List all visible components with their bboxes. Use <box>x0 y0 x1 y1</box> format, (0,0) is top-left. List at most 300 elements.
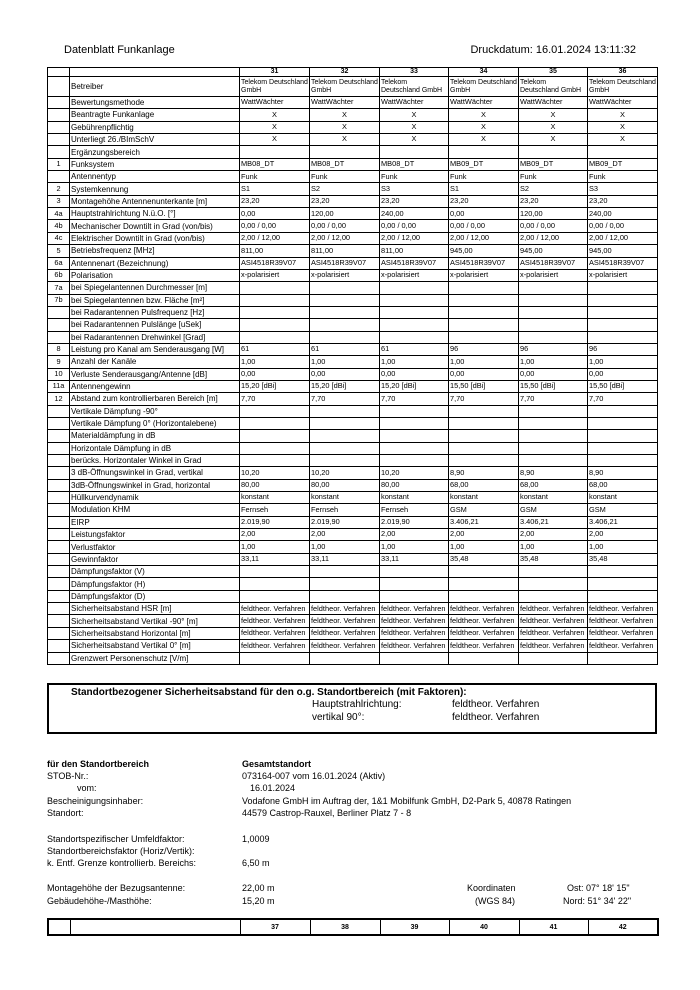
table-row <box>48 430 658 442</box>
row-label: Betreiber <box>70 77 240 97</box>
cell-value <box>310 405 380 417</box>
cell-value <box>519 430 588 442</box>
cell-value: Funk <box>519 171 588 183</box>
cell-value <box>240 590 310 602</box>
cell-value <box>449 590 519 602</box>
cell-value: 61 <box>240 343 310 355</box>
cell-value <box>380 417 449 429</box>
antenna-height-label: Montagehöhe der Bezugsantenne: <box>47 883 186 893</box>
cell-value: 96 <box>519 343 588 355</box>
site-safety-distance-box <box>47 683 657 734</box>
cell-value: feldtheor. Verfahren <box>588 627 658 639</box>
row-number <box>48 331 70 343</box>
cell-value: Telekom Deutschland GmbH <box>519 77 588 97</box>
cell-value: Funk <box>240 171 310 183</box>
cell-value <box>588 442 658 454</box>
row-label: Elektrischer Downtilt in Grad (von/bis) <box>70 232 240 244</box>
cell-value: 23,20 <box>588 195 658 207</box>
cell-value: ASI4518R39V07 <box>380 257 449 269</box>
column-number: 33 <box>380 68 449 77</box>
building-height-value: 15,20 m <box>242 896 275 906</box>
cell-value: 2,00 / 12,00 <box>310 232 380 244</box>
footer-num-cell <box>48 919 70 935</box>
cell-value: X <box>519 109 588 121</box>
holder-label: Bescheinigungsinhaber: <box>47 796 144 806</box>
cell-value: 0,00 <box>380 368 449 380</box>
cell-value: 0,00 / 0,00 <box>240 220 310 232</box>
stob-label: STOB-Nr.: <box>47 771 89 781</box>
row-label: Vertikale Dämpfung 0° (Horizontalebene) <box>70 417 240 429</box>
cell-value <box>449 282 519 294</box>
row-label: Materialdämpfung in dB <box>70 430 240 442</box>
table-row <box>48 553 658 565</box>
vom-label: vom: <box>77 783 97 793</box>
cell-value <box>240 430 310 442</box>
cell-value <box>449 331 519 343</box>
cell-value: 23,20 <box>310 195 380 207</box>
cell-value: 8,90 <box>519 467 588 479</box>
cell-value: ASI4518R39V07 <box>588 257 658 269</box>
cell-value <box>449 294 519 306</box>
hsr-label: Hauptstrahlrichtung: <box>312 699 402 710</box>
row-number <box>48 492 70 504</box>
cell-value <box>310 146 380 158</box>
cell-value: 15,50 [dBi] <box>588 380 658 392</box>
row-label: Bewertungsmethode <box>70 97 240 109</box>
cell-value: 15,20 [dBi] <box>240 380 310 392</box>
cell-value: ASI4518R39V07 <box>519 257 588 269</box>
cell-value: 0,00 / 0,00 <box>449 220 519 232</box>
cell-value <box>240 566 310 578</box>
row-number: 4a <box>48 208 70 220</box>
cell-value: 0,00 / 0,00 <box>588 220 658 232</box>
cell-value <box>380 331 449 343</box>
row-label: Sicherheitsabstand Vertikal 0° [m] <box>70 640 240 652</box>
table-row <box>48 578 658 590</box>
cell-value: 1,00 <box>519 356 588 368</box>
cell-value: X <box>519 121 588 133</box>
cell-value <box>588 578 658 590</box>
cell-value: 2,00 <box>380 529 449 541</box>
row-label: Betriebsfrequenz [MHz] <box>70 245 240 257</box>
row-label: Antennentyp <box>70 171 240 183</box>
cell-value <box>240 652 310 664</box>
cell-value: 1,00 <box>449 541 519 553</box>
row-label: Dämpfungsfaktor (D) <box>70 590 240 602</box>
cell-value: 15,50 [dBi] <box>449 380 519 392</box>
cell-value <box>240 294 310 306</box>
table-row <box>48 208 658 220</box>
cell-value <box>380 319 449 331</box>
row-number <box>48 405 70 417</box>
cell-value: x-polarisiert <box>240 269 310 281</box>
row-number <box>48 146 70 158</box>
cell-value <box>519 578 588 590</box>
cell-value: ASI4518R39V07 <box>310 257 380 269</box>
row-number: 9 <box>48 356 70 368</box>
row-number <box>48 455 70 467</box>
row-number <box>48 529 70 541</box>
cell-value: X <box>380 134 449 146</box>
site-area-header: für den Standortbereich <box>47 759 150 769</box>
row-label: Sicherheitsabstand Vertikal -90° [m] <box>70 615 240 627</box>
cell-value <box>310 566 380 578</box>
cell-value <box>588 306 658 318</box>
table-row <box>48 417 658 429</box>
cell-value <box>380 442 449 454</box>
row-label: Verluste Senderausgang/Antenne [dB] <box>70 368 240 380</box>
table-row <box>48 331 658 343</box>
row-label: bei Radarantennen Pulsfrequenz [Hz] <box>70 306 240 318</box>
cell-value <box>588 430 658 442</box>
wgs-label: (WGS 84) <box>475 896 516 906</box>
cell-value <box>240 405 310 417</box>
table-row <box>48 566 658 578</box>
row-number <box>48 442 70 454</box>
cell-value: feldtheor. Verfahren <box>588 640 658 652</box>
cell-value: 61 <box>380 343 449 355</box>
cell-value: 120,00 <box>310 208 380 220</box>
cell-value: MB08_DT <box>380 158 449 170</box>
cell-value: Telekom Deutschland GmbH <box>310 77 380 97</box>
cell-value <box>380 146 449 158</box>
cell-value <box>588 652 658 664</box>
cell-value: 2,00 <box>588 529 658 541</box>
row-label: Sicherheitsabstand HSR [m] <box>70 603 240 615</box>
cell-value <box>588 319 658 331</box>
cell-value: feldtheor. Verfahren <box>449 615 519 627</box>
row-label: Anzahl der Kanäle <box>70 356 240 368</box>
cell-value: 2,00 / 12,00 <box>519 232 588 244</box>
cell-value: x-polarisiert <box>449 269 519 281</box>
cell-value: 33,11 <box>240 553 310 565</box>
cell-value <box>449 405 519 417</box>
row-number <box>48 77 70 97</box>
cell-value: 7,70 <box>310 393 380 405</box>
cell-value: ASI4518R39V07 <box>449 257 519 269</box>
cell-value: Fernseh <box>310 504 380 516</box>
table-row <box>48 640 658 652</box>
cell-value: Telekom Deutschland GmbH <box>380 77 449 97</box>
cell-value: feldtheor. Verfahren <box>519 627 588 639</box>
row-label: Gewinnfaktor <box>70 553 240 565</box>
row-number <box>48 479 70 491</box>
cell-value <box>519 319 588 331</box>
cell-value: 10,20 <box>240 467 310 479</box>
row-label: Modulation KHM <box>70 504 240 516</box>
cell-value: 1,00 <box>310 356 380 368</box>
cell-value <box>310 282 380 294</box>
cell-value: Fernseh <box>380 504 449 516</box>
cell-value: x-polarisiert <box>588 269 658 281</box>
east-coordinate: Ost: 07° 18' 15" <box>567 883 630 893</box>
row-label: bei Radarantennen Pulslänge [uSek] <box>70 319 240 331</box>
row-number <box>48 615 70 627</box>
cell-value: konstant <box>240 492 310 504</box>
footer-label-cell <box>70 919 240 935</box>
cell-value: feldtheor. Verfahren <box>380 627 449 639</box>
row-label: Ergänzungsbereich <box>70 146 240 158</box>
cell-value: konstant <box>380 492 449 504</box>
cell-value <box>380 282 449 294</box>
cell-value: Telekom Deutschland GmbH <box>240 77 310 97</box>
cell-value: GSM <box>449 504 519 516</box>
cell-value <box>380 652 449 664</box>
table-row <box>48 134 658 146</box>
table-row <box>48 319 658 331</box>
row-number <box>48 640 70 652</box>
cell-value <box>380 294 449 306</box>
cell-value: X <box>449 121 519 133</box>
cell-value: 35,48 <box>519 553 588 565</box>
cell-value <box>380 306 449 318</box>
column-number: 36 <box>588 68 658 77</box>
cell-value <box>240 455 310 467</box>
row-number: 3 <box>48 195 70 207</box>
cell-value: 1,00 <box>240 356 310 368</box>
boundary-distance-value: 6,50 m <box>242 858 270 868</box>
cell-value: S3 <box>588 183 658 195</box>
row-number: 6a <box>48 257 70 269</box>
cell-value: 33,11 <box>380 553 449 565</box>
cell-value <box>310 590 380 602</box>
vertical-value: feldtheor. Verfahren <box>452 712 540 723</box>
cell-value: MB08_DT <box>240 158 310 170</box>
row-label: Vertikale Dämpfung -90° <box>70 405 240 417</box>
row-label: Polarisation <box>70 269 240 281</box>
cell-value: GSM <box>519 504 588 516</box>
cell-value: feldtheor. Verfahren <box>380 640 449 652</box>
cell-value: S2 <box>310 183 380 195</box>
table-row <box>48 603 658 615</box>
row-label: bei Spiegelantennen Durchmesser [m] <box>70 282 240 294</box>
cell-value: 0,00 <box>310 368 380 380</box>
cell-value: 0,00 / 0,00 <box>380 220 449 232</box>
cell-value: 0,00 <box>449 368 519 380</box>
print-date: Druckdatum: 16.01.2024 13:11:32 <box>470 44 636 56</box>
footer-column-number: 40 <box>449 919 519 935</box>
cell-value <box>240 146 310 158</box>
row-number <box>48 652 70 664</box>
cell-value <box>310 578 380 590</box>
cell-value: 96 <box>449 343 519 355</box>
cell-value <box>519 417 588 429</box>
cell-value: 811,00 <box>240 245 310 257</box>
cell-value: 10,20 <box>310 467 380 479</box>
cell-value: 2,00 / 12,00 <box>380 232 449 244</box>
cell-value: X <box>240 121 310 133</box>
cell-value: X <box>449 109 519 121</box>
cell-value <box>310 417 380 429</box>
cell-value <box>519 405 588 417</box>
cell-value: 1,00 <box>240 541 310 553</box>
cell-value: konstant <box>519 492 588 504</box>
footer-column-table <box>47 918 659 936</box>
cell-value: 2.019,90 <box>310 516 380 528</box>
table-row <box>48 77 658 97</box>
cell-value: feldtheor. Verfahren <box>240 640 310 652</box>
row-label: 3dB-Öffnungswinkel in Grad, horizontal <box>70 479 240 491</box>
cell-value: 120,00 <box>519 208 588 220</box>
table-row <box>48 393 658 405</box>
cell-value: 7,70 <box>380 393 449 405</box>
table-row <box>48 171 658 183</box>
cell-value <box>380 430 449 442</box>
row-label: Hauptstrahlrichtung N.ü.O. [°] <box>70 208 240 220</box>
cell-value <box>380 578 449 590</box>
row-number: 4b <box>48 220 70 232</box>
cell-value <box>240 331 310 343</box>
table-row <box>48 306 658 318</box>
cell-value: 68,00 <box>449 479 519 491</box>
cell-value: feldtheor. Verfahren <box>310 603 380 615</box>
cell-value: 68,00 <box>519 479 588 491</box>
cell-value <box>519 306 588 318</box>
cell-value <box>240 578 310 590</box>
boundary-distance-label: k. Entf. Grenze kontrollierb. Bereichs: <box>47 858 197 868</box>
table-row <box>48 541 658 553</box>
row-number <box>48 417 70 429</box>
cell-value: feldtheor. Verfahren <box>588 615 658 627</box>
table-row <box>48 195 658 207</box>
cell-value: feldtheor. Verfahren <box>449 640 519 652</box>
cell-value <box>380 405 449 417</box>
cell-value: X <box>588 134 658 146</box>
cell-value <box>519 294 588 306</box>
cell-value <box>449 442 519 454</box>
box-title: Standortbezogener Sicherheitsabstand für den o.g. Standortbereich (mit Faktoren): <box>71 687 467 698</box>
cell-value: GSM <box>588 504 658 516</box>
cell-value: feldtheor. Verfahren <box>310 627 380 639</box>
column-number: 34 <box>449 68 519 77</box>
row-number <box>48 430 70 442</box>
cell-value: 2,00 / 12,00 <box>449 232 519 244</box>
cell-value: S2 <box>519 183 588 195</box>
row-number: 2 <box>48 183 70 195</box>
row-number <box>48 171 70 183</box>
table-row <box>48 492 658 504</box>
cell-value: 2,00 / 12,00 <box>240 232 310 244</box>
hsr-value: feldtheor. Verfahren <box>452 699 540 710</box>
cell-value: 7,70 <box>449 393 519 405</box>
cell-value: X <box>519 134 588 146</box>
cell-value: WattWächter <box>519 97 588 109</box>
cell-value: 240,00 <box>380 208 449 220</box>
site-label: Standort: <box>47 808 84 818</box>
cell-value: 811,00 <box>380 245 449 257</box>
table-row <box>48 232 658 244</box>
cell-value: 23,20 <box>380 195 449 207</box>
footer-column-number: 38 <box>310 919 380 935</box>
cell-value: MB08_DT <box>310 158 380 170</box>
cell-value <box>310 294 380 306</box>
cell-value: 35,48 <box>588 553 658 565</box>
cell-value: X <box>310 134 380 146</box>
cell-value: feldtheor. Verfahren <box>519 615 588 627</box>
row-label: Grenzwert Personenschutz [V/m] <box>70 652 240 664</box>
cell-value <box>519 566 588 578</box>
cell-value: konstant <box>310 492 380 504</box>
cell-value: 240,00 <box>588 208 658 220</box>
column-number: 35 <box>519 68 588 77</box>
cell-value: 80,00 <box>310 479 380 491</box>
row-number <box>48 553 70 565</box>
cell-value: 80,00 <box>240 479 310 491</box>
cell-value <box>310 306 380 318</box>
cell-value <box>449 319 519 331</box>
header-num-cell <box>48 68 70 77</box>
cell-value <box>519 455 588 467</box>
cell-value: 0,00 / 0,00 <box>310 220 380 232</box>
row-number <box>48 590 70 602</box>
cell-value: 96 <box>588 343 658 355</box>
cell-value <box>519 442 588 454</box>
cell-value: feldtheor. Verfahren <box>240 603 310 615</box>
cell-value: 2,00 <box>449 529 519 541</box>
cell-value: 8,90 <box>588 467 658 479</box>
cell-value <box>449 417 519 429</box>
row-number: 12 <box>48 393 70 405</box>
row-number <box>48 467 70 479</box>
table-row <box>48 368 658 380</box>
document-title: Datenblatt Funkanlage <box>64 44 175 56</box>
row-number <box>48 306 70 318</box>
row-number <box>48 603 70 615</box>
row-label: Funksystem <box>70 158 240 170</box>
cell-value <box>240 417 310 429</box>
cell-value: MB09_DT <box>449 158 519 170</box>
cell-value <box>519 146 588 158</box>
cell-value: 1,00 <box>588 541 658 553</box>
cell-value: X <box>240 134 310 146</box>
cell-value: 3.406,21 <box>519 516 588 528</box>
overall-site-header: Gesamtstandort <box>242 759 312 769</box>
cell-value: WattWächter <box>380 97 449 109</box>
table-row <box>48 109 658 121</box>
row-number <box>48 97 70 109</box>
cell-value: X <box>310 109 380 121</box>
cell-value: feldtheor. Verfahren <box>310 640 380 652</box>
cell-value <box>380 566 449 578</box>
cell-value: 0,00 <box>588 368 658 380</box>
cell-value: x-polarisiert <box>519 269 588 281</box>
table-row <box>48 529 658 541</box>
column-number: 31 <box>240 68 310 77</box>
cell-value: 2.019,90 <box>380 516 449 528</box>
stob-value: 073164-007 vom 16.01.2024 (Aktiv) <box>242 771 386 781</box>
row-label: Systemkennung <box>70 183 240 195</box>
row-label: Unterliegt 26./BImSchV <box>70 134 240 146</box>
cell-value: X <box>588 109 658 121</box>
antenna-height-value: 22,00 m <box>242 883 275 893</box>
row-label: Hüllkurvendynamik <box>70 492 240 504</box>
cell-value: Telekom Deutschland GmbH <box>449 77 519 97</box>
table-row <box>48 627 658 639</box>
cell-value <box>519 282 588 294</box>
row-label: 3 dB-Öffnungswinkel in Grad, vertikal <box>70 467 240 479</box>
cell-value: 23,20 <box>449 195 519 207</box>
cell-value: 2,00 <box>519 529 588 541</box>
row-label: Dämpfungsfaktor (V) <box>70 566 240 578</box>
cell-value <box>240 282 310 294</box>
row-number <box>48 319 70 331</box>
row-number: 11a <box>48 380 70 392</box>
cell-value: feldtheor. Verfahren <box>310 615 380 627</box>
cell-value <box>310 319 380 331</box>
cell-value: feldtheor. Verfahren <box>380 615 449 627</box>
row-label: Verlustfaktor <box>70 541 240 553</box>
cell-value: 811,00 <box>310 245 380 257</box>
